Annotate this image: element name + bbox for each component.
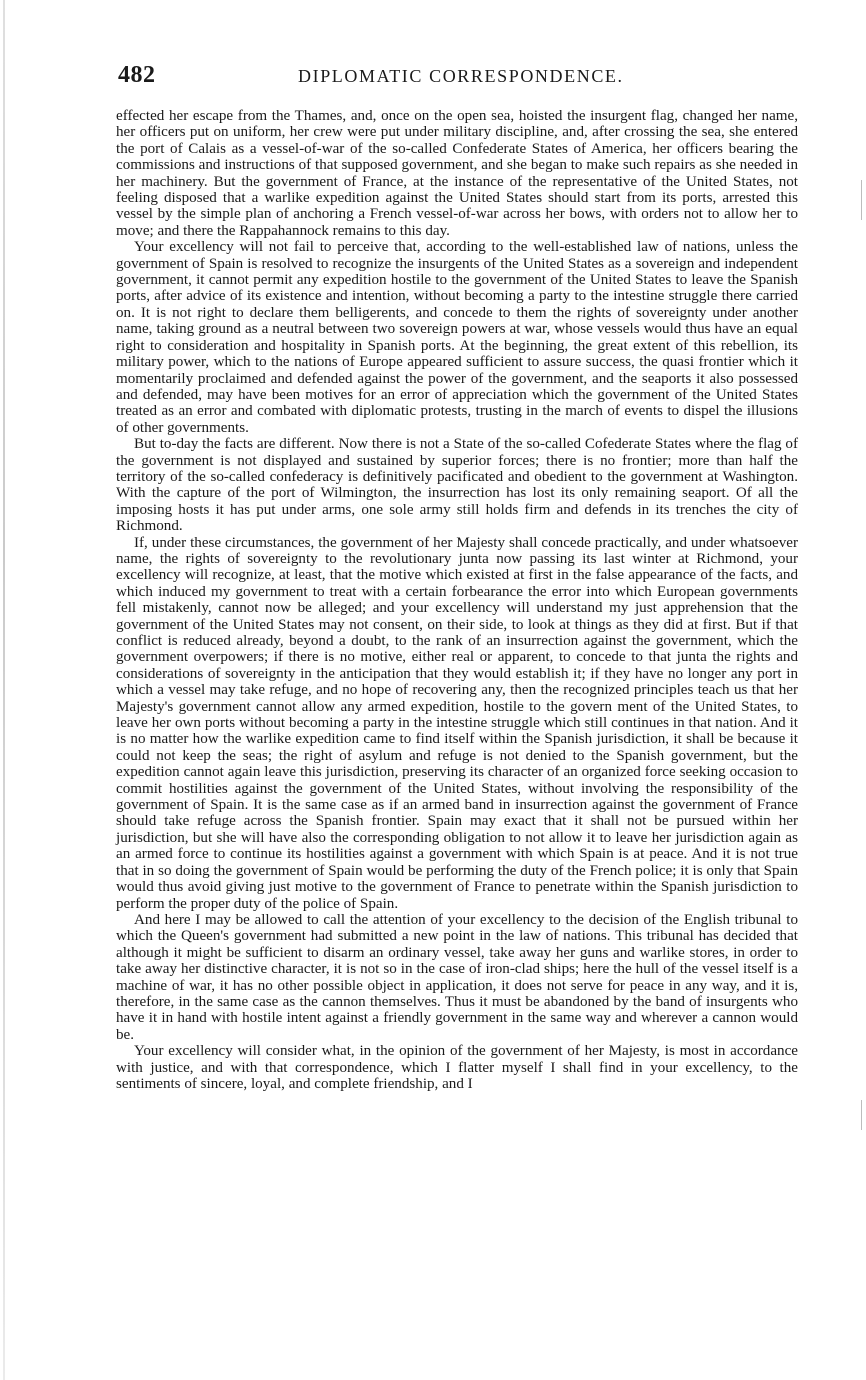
- paragraph: And here I may be allowed to call the attention of your excellency to the decision of the English tribunal to which the Queen's government had submitted a new point in the law of nations. This tribunal has decided that although it might be sufficient to disarm an ordinary vessel, take away her guns and warlike stores, in order to take away her distinctive character, it is not so in the case of iron-clad ships; here the hull of the vessel itself is a machine of war, it has no other possible object in application, it does not serve for peace in any way, and it is, therefore, in the same case as the cannon themselves. Thus it must be abandoned by the band of insurgents who have it in hand with hostile intent against a friendly government in the same way and wherever a cannon would be.: [116, 911, 798, 1043]
- margin-mark: [861, 1100, 862, 1130]
- paragraph: Your excellency will consider what, in the opinion of the government of her Majesty, is most in accordance with justice, and with that correspondence, which I flatter myself I shall find in your excellency, to the sentiments of sincere, loyal, and complete friendship, and I: [116, 1043, 798, 1092]
- paragraph: Your excellency will not fail to perceive that, according to the well-established law of nations, unless the government of Spain is resolved to recognize the insurgents of the United States as a sovereign and independent government, it cannot permit any expedition hostile to the government of the United States to leave the Spanish ports, after advice of its existence and intention, without becoming a party to the intestine struggle there carried on. It is not right to declare them belligerents, and concede to them the rights of sovereignty under another name, taking ground as a neutral between two sovereign powers at war, whose vessels would thus have an equal right to consideration and hospitality in Spanish ports. At the beginning, the great extent of this rebellion, its military power, which to the nations of Europe appeared sufficient to assure success, the quasi frontier which it momentarily proclaimed and defended against the power of the government, and the seaports it also possessed and defended, may have been motives for an error of appreciation which the government of the United States treated as an error and combated with diplomatic protests, trusting in the march of events to dispel the illusions of other governments.: [116, 239, 798, 436]
- paragraph: But to-day the facts are different. Now there is not a State of the so-called Cofederate States where the flag of the government is not displayed and sustained by superior forces; there is no frontier; more than half the territory of the so-called confederacy is definitively pacificated and obedient to the government at Washington. With the capture of the port of Wilmington, the insurrection has lost its only remaining seaport. Of all the imposing hosts it has put under arms, one sole army still holds firm and defends in its trenches the city of Richmond.: [116, 436, 798, 535]
- page-binding-edge: [3, 0, 5, 1380]
- page-number: 482: [118, 62, 156, 88]
- page-header: [118, 62, 798, 96]
- paragraph: If, under these circumstances, the government of her Majesty shall concede practically, and under whatsoever name, the rights of sovereignty to the revolutionary junta now passing its last winter at Richmond, your excellency will recognize, at least, that the motive which existed at first in the false appearance of the facts, and which induced my government to treat with a certain forbearance the error into which European governments fell mistakenly, cannot now be alleged; and your excellency will understand my just apprehension that the government of the United States may not consent, on their side, to look at things as they did at first. But if that conflict is reduced already, beyond a doubt, to the rank of an insurrection against the government, which the government overpowers; if there is no motive, either real or apparent, to concede to that junta the rights and considerations of sovereignty in the anticipation that they would establish it; if they have no longer any port in which a vessel may take refuge, and no hope of recovering any, then the recognized principles teach us that her Majesty's government cannot allow any armed expedition, hostile to the govern ment of the United States, to leave her own ports without becoming a party in the intestine struggle which still continues in that nation. And it is no matter how the warlike expedition came to find itself within the Spanish jurisdiction, it shall be because it could not keep the seas; the right of asylum and refuge is not denied to the Spanish government, but the expedition cannot again leave this jurisdiction, preserving its character of an organized force seeking occasion to commit hostilities against the government of the United States, without involving the responsibility of the government of Spain. It is the same case as if an armed band in insurrection against the government of France should take refuge across the Spanish frontier. Spain may exact that it shall not be pursued within her jurisdiction, but she will have also the corresponding obligation to not allow it to leave her jurisdiction again as an armed force to continue its hostilities against a government with which Spain is at peace. And it is not true that in so doing the government of Spain would be performing the duty of the French police; it is only that Spain would thus avoid giving just motive to the government of France to penetrate within the Spanish jurisdiction to perform the proper duty of the police of Spain.: [116, 534, 798, 912]
- paragraph-continued: effected her escape from the Thames, and, once on the open sea, hoisted the insurgent flag, changed her name, her officers put on uniform, her crew were put under military discipline, and, after crossing the sea, she entered the port of Calais as a vessel-of-war of the so-called Confederate States of America, her officers bearing the commissions and instructions of that supposed government, and she began to make such repairs as she needed in her machinery. But the government of France, at the instance of the representative of the United States, not feeling disposed that a warlike expedition against the United States should start from its ports, arrested this vessel by the simple plan of anchoring a French vessel-of-war across her bows, with orders not to allow her to move; and there the Rappahannock remains to this day.: [116, 108, 798, 239]
- ink-blemish: [655, 1278, 735, 1294]
- running-head: DIPLOMATIC CORRESPONDENCE.: [298, 66, 624, 86]
- margin-mark: [861, 180, 862, 220]
- body-text: [116, 108, 798, 1092]
